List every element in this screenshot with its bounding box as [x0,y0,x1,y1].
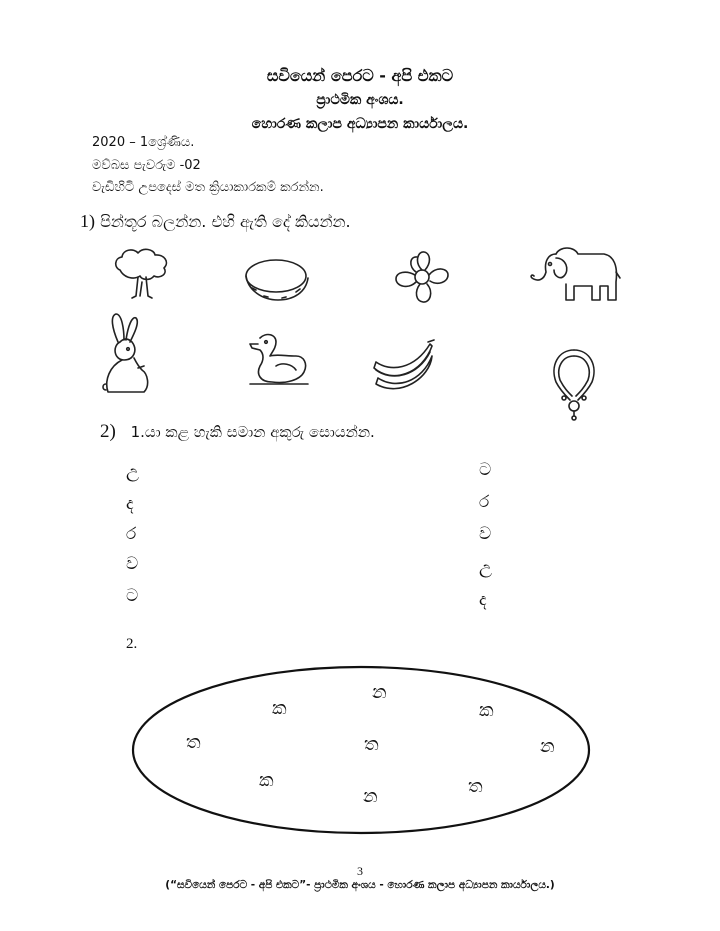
right-letter: උ [479,558,492,578]
right-letter: ර [479,492,490,512]
oval-letter: ක [259,770,274,791]
duck-icon [246,330,312,388]
oval-letter: ක [479,700,494,721]
oval-letter: ක [272,698,287,719]
rabbit-icon [98,312,156,398]
oval-letter: න [540,736,555,757]
question-2-text: 1.යා කළ හැකි සමාන අකුරු සොයන්න. [130,423,375,441]
grade-label: 2020 – 1ශ්‍රේණිය. [92,135,195,150]
paper-label: මව්බස පැවරුම -02 [92,158,201,173]
question-1-text: පින්තූර බලන්න. එහි ඇති දේ කියන්න. [100,212,351,231]
oval-letter: ත [468,776,483,797]
flower-icon [392,248,452,306]
left-letter: ට [126,586,139,606]
part-2-label: 2. [126,636,138,652]
banana-icon [370,338,436,394]
left-letter: ර [126,524,137,544]
instruction-text: වැඩිහිටි උපදෙස් මත ක්‍රියාකාරකම් කරන්න. [92,180,324,195]
right-letter: ව [479,524,492,544]
elephant-icon [526,242,622,308]
oval-letter: න [372,682,387,703]
left-letter: උ [126,462,139,482]
question-2-number: 2) [100,421,116,442]
question-1-number: 1) [80,211,95,231]
oval-letter: ත [186,732,201,753]
right-letter: ද [479,590,487,610]
question-2 [100,421,375,443]
right-letter: ට [479,460,492,480]
tree-icon [112,246,174,298]
question-1 [80,211,351,232]
office-name: හොරණ කලාප අධ්‍යාපන කාර්යාලය. [251,116,469,132]
left-letter: ද [126,494,134,514]
necklace-icon [548,346,600,420]
left-letter: ව [126,554,139,574]
oval-letter: ත [364,734,379,755]
worksheet-title: සවියෙන් පෙරට - අපි එකට [266,66,454,85]
section-subtitle: ප්‍රාථමික අංශය. [316,92,404,108]
footer-text: (“සවියෙන් පෙරට - අපි එකට”- ප්‍රාථමික අංශය - හොරණ කලාප අධ්‍යාපන කාර්යාලය.) [165,879,555,891]
oval-letter: න [363,786,378,807]
page-number: 3 [357,864,363,878]
tambourine-icon [242,254,312,304]
